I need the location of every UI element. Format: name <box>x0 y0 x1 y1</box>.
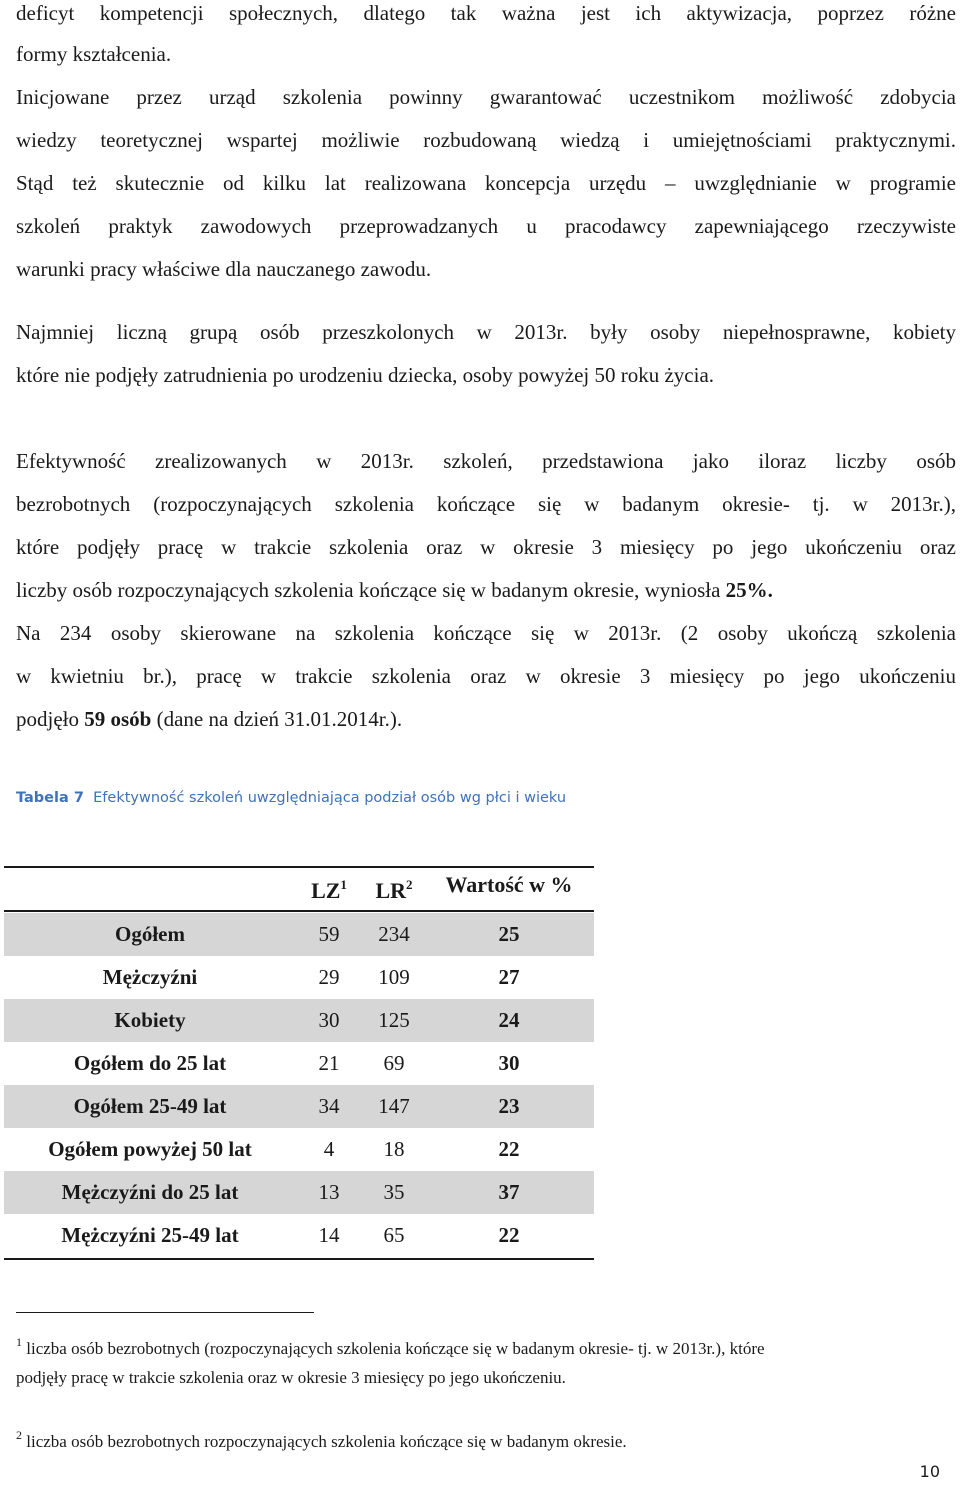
header-pct: Wartość w % <box>445 872 573 897</box>
footnote-2-text: liczba osób bezrobotnych rozpoczynających szkolenia kończące się w badanym okresie. <box>26 1432 627 1451</box>
row-label: Ogółem <box>115 922 185 946</box>
table-row <box>4 999 594 1042</box>
body-line: wiedzy teoretycznej wspartej możliwie rozbudowaną wiedzą i umiejętnościami praktycznymi. <box>16 128 956 152</box>
table-row <box>4 1214 594 1257</box>
table-header-row <box>4 863 594 906</box>
body-line: formy kształcenia. <box>16 42 172 66</box>
table-caption <box>16 790 566 806</box>
table-row <box>4 1085 594 1128</box>
row-lr: 147 <box>378 1094 410 1118</box>
body-line: Stąd też skutecznie od kilku lat realizowana koncepcja urzędu – uwzględnianie w programie <box>16 171 956 195</box>
result-line-text: liczby osób rozpoczynających szkolenia kończące się w badanym okresie, wyniosła <box>16 578 726 602</box>
row-label: Ogółem 25-49 lat <box>73 1094 227 1118</box>
row-label: Mężczyźni do 25 lat <box>61 1180 239 1204</box>
body-line: bezrobotnych (rozpoczynających szkolenia kończące się w badanym okresie- tj. w 2013r.), <box>16 492 956 516</box>
body-line: Na 234 osoby skierowane na szkolenia kończące się w 2013r. (2 osoby ukończą szkolenia <box>16 621 956 645</box>
body-line: warunki pracy właściwe dla nauczanego zawodu. <box>16 257 432 281</box>
table-row <box>4 1042 594 1085</box>
table-caption-label: Tabela 7 <box>16 790 84 806</box>
body-line: które podjęły pracę w trakcie szkolenia oraz w okresie 3 miesięcy po jego ukończeniu oraz <box>16 535 956 559</box>
table-row <box>4 956 594 999</box>
footnote-1-mark: 1 <box>16 1335 22 1349</box>
row-lz: 4 <box>323 1137 335 1161</box>
row-lr: 18 <box>383 1137 405 1161</box>
row-pct: 30 <box>498 1051 520 1075</box>
body-line: w kwietniu br.), pracę w trakcie szkolenia oraz w okresie 3 miesięcy po jego ukończeniu <box>16 664 956 688</box>
row-lr: 65 <box>383 1223 405 1247</box>
row-pct: 22 <box>498 1223 520 1247</box>
row-label: Kobiety <box>114 1008 186 1032</box>
table-caption-text: Efektywność szkoleń uwzględniająca podział osób wg płci i wieku <box>93 790 567 806</box>
body-line: Inicjowane przez urząd szkolenia powinny gwarantować uczestnikom możliwość zdobycia <box>16 85 956 109</box>
footnote-2-mark: 2 <box>16 1428 22 1442</box>
body-line: Najmniej liczną grupą osób przeszkolonych w 2013r. były osoby niepełnosprawne, kobiety <box>16 320 956 344</box>
footnote-separator <box>16 1312 314 1313</box>
row-pct: 25 <box>498 922 520 946</box>
footnote-1-cont: podjęły pracę w trakcie szkolenia oraz w okresie 3 miesięcy po jego ukończeniu. <box>16 1368 566 1387</box>
table-header-rule <box>4 910 594 912</box>
row-pct: 22 <box>498 1137 520 1161</box>
result-value: 25%. <box>725 578 773 602</box>
row-lz: 30 <box>318 1008 340 1032</box>
row-lz: 21 <box>318 1051 340 1075</box>
page-number: 10 <box>919 1462 940 1481</box>
footnote-2 <box>16 1424 956 1453</box>
table-bottom-rule <box>4 1258 594 1260</box>
body-line: które nie podjęły zatrudnienia po urodzeniu dziecka, osoby powyżej 50 roku życia. <box>16 363 715 387</box>
footnote-1 <box>16 1331 956 1360</box>
body-line: szkoleń praktyk zawodowych przeprowadzanych u pracodawcy zapewniającego rzeczywiste <box>16 214 956 238</box>
final-line <box>16 706 956 732</box>
row-lr: 125 <box>378 1008 410 1032</box>
row-lr: 69 <box>383 1051 405 1075</box>
result-line <box>16 577 956 603</box>
row-label: Ogółem do 25 lat <box>73 1051 227 1075</box>
row-lz: 14 <box>318 1223 340 1247</box>
row-lr: 109 <box>378 965 410 989</box>
body-line: Efektywność zrealizowanych w 2013r. szkoleń, przedstawiona jako iloraz liczby osób <box>16 449 956 473</box>
row-lr: 234 <box>378 922 410 946</box>
row-lz: 29 <box>318 965 340 989</box>
table-row <box>4 1128 594 1171</box>
final-line-value: 59 osób <box>84 707 152 731</box>
row-label: Ogółem powyżej 50 lat <box>48 1137 252 1161</box>
row-label: Mężczyźni 25-49 lat <box>61 1223 239 1247</box>
header-lz: $LZ^1$ <box>311 877 347 903</box>
row-lz: 59 <box>318 922 340 946</box>
row-pct: 24 <box>498 1008 520 1032</box>
final-line-suffix: (dane na dzień 31.01.2014r.). <box>151 707 403 731</box>
row-lz: 13 <box>318 1180 340 1204</box>
table-row <box>4 913 594 956</box>
row-pct: 23 <box>498 1094 520 1118</box>
final-line-prefix: podjęło <box>16 707 85 731</box>
footnote-1-text: liczba osób bezrobotnych (rozpoczynających szkolenia kończące się w badanym okresie- tj. w 2013r.), które <box>26 1339 765 1358</box>
row-pct: 27 <box>498 965 520 989</box>
row-lz: 34 <box>318 1094 340 1118</box>
row-lr: 35 <box>383 1180 405 1204</box>
row-label: Mężczyźni <box>102 965 198 989</box>
row-pct: 37 <box>498 1180 520 1204</box>
body-line: deficyt kompetencji społecznych, dlatego tak ważna jest ich aktywizacja, poprzez różne <box>16 1 956 25</box>
table-row <box>4 1171 594 1214</box>
header-lr: $LR^2$ <box>375 877 413 903</box>
